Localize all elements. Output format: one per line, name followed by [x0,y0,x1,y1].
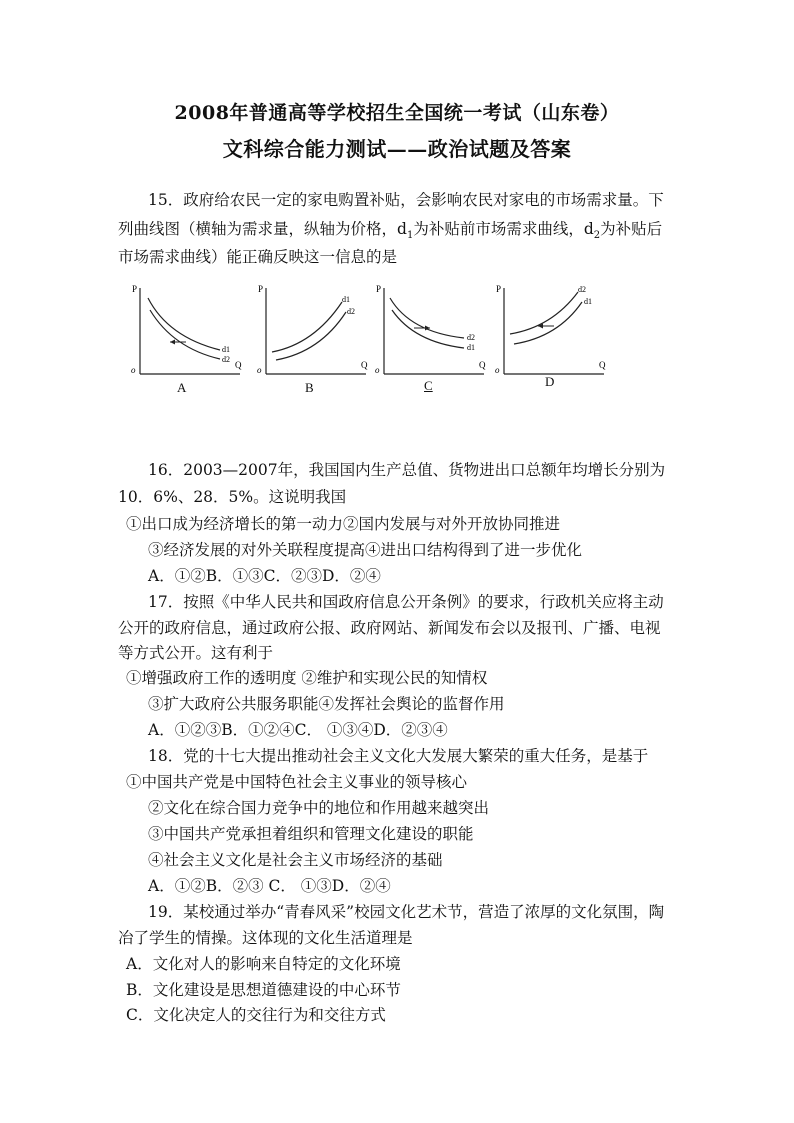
curve-d2 [276,312,346,360]
axis-q-label: Q [361,360,368,370]
q15-text: 列曲线图（横轴为需求量，纵轴为价格，d [118,220,407,238]
q19-stem-line1: 19．某校通过举办“青春风采”校园文化艺术节，营造了浓厚的文化氛围，陶 [148,903,665,921]
subscript: 2 [593,230,601,242]
graph-a [128,282,246,392]
axis-p-label: P [496,284,502,294]
q16-answers: A．①②B．①③C．②③D．②④ [148,567,381,585]
origin-label: o [257,365,262,375]
graph-c-label: C [424,378,433,393]
curve-label: d1 [467,343,475,352]
curve-label: d1 [342,295,350,304]
q17-stem-line3: 等方式公开。这有利于 [118,644,274,662]
arrowhead [170,340,175,345]
q15-stem-line2 [118,217,662,241]
curve-label: d2 [347,307,355,316]
axis-q-label: Q [235,360,242,370]
curve-d1 [514,302,582,344]
q15-stem-line3: 市场需求曲线）能正确反映这一信息的是 [118,248,398,266]
q15-stem-line1: 15．政府给农民一定的家电购置补贴，会影响农民对家电的市场需求量。下 [148,191,664,209]
q17-stem-line1: 17．按照《中华人民共和国政府信息公开条例》的要求，行政机关应将主动 [148,593,664,611]
q18-option-4: ④社会主义文化是社会主义市场经济的基础 [148,851,443,869]
origin-label: o [375,365,380,375]
axis-q-label: Q [599,360,606,370]
q15-text: 为补贴后 [600,220,663,238]
q19-option-b: B．文化建设是思想道德建设的中心环节 [126,981,401,999]
q16-options-1: ①出口成为经济增长的第一动力②国内发展与对外开放协同推进 [126,515,561,533]
curve-d1 [272,302,342,352]
q17-stem-line2: 公开的政府信息，通过政府公报、政府网站、新闻发布会以及报刊、广播、电视 [118,619,661,637]
curve-label: d2 [222,355,230,364]
curve-label: d2 [578,285,586,294]
axis-q-label: Q [479,360,486,370]
document-title: 2008年普通高等学校招生全国统一考试（山东卷） [174,102,620,124]
q19-stem-line2: 冶了学生的情操。这体现的文化生活道理是 [118,929,413,947]
q18-option-3: ③中国共产党承担着组织和管理文化建设的职能 [148,825,474,843]
origin-label: o [131,365,136,375]
axis-p-label: P [376,284,382,294]
q16-stem-line1: 16．2003—2007年，我国国内生产总值、货物进出口总额年均增长分别为 [148,461,666,479]
subscript: 1 [406,230,414,242]
curve-label: d2 [467,333,475,342]
graph-b [254,282,372,392]
graph-d-label: D [545,374,555,389]
q16-stem-line2: 10．6%、28．5%。这说明我国 [118,488,347,506]
curve-d2 [390,298,464,338]
q16-options-2: ③经济发展的对外关联程度提高④进出口结构得到了进一步优化 [148,541,583,559]
q19-option-c: C．文化决定人的交往行为和交往方式 [126,1006,386,1024]
axis-p-label: P [132,284,138,294]
graph-c [372,282,490,392]
q18-option-2: ②文化在综合国力竞争中的地位和作用越来越突出 [148,799,490,817]
document-subtitle: 文科综合能力测试——政治试题及答案 [222,137,572,161]
curve-label: d1 [222,345,230,354]
q19-option-a: A．文化对人的影响来自特定的文化环境 [126,955,401,973]
q15-text: 为补贴前市场需求曲线，d [413,220,594,238]
q17-answers: A．①②③B．①②④C． ①③④D．②③④ [148,721,448,739]
q17-options-2: ③扩大政府公共服务职能④发挥社会舆论的监督作用 [148,695,505,713]
graph-b-label: B [305,380,314,395]
q18-option-1: ①中国共产党是中国特色社会主义事业的领导核心 [126,773,468,791]
q18-answers: A．①②B．②③ C． ①③D．②④ [148,877,391,895]
q17-options-1: ①增强政府工作的透明度 ②维护和实现公民的知情权 [126,669,488,687]
curve-label: d1 [584,297,592,306]
axis-p-label: P [258,284,264,294]
q18-stem-line1: 18．党的十七大提出推动社会主义文化大发展大繁荣的重大任务，是基于 [148,747,649,765]
origin-label: o [495,365,500,375]
curve-d2 [510,292,578,334]
graph-a-label: A [177,380,187,395]
